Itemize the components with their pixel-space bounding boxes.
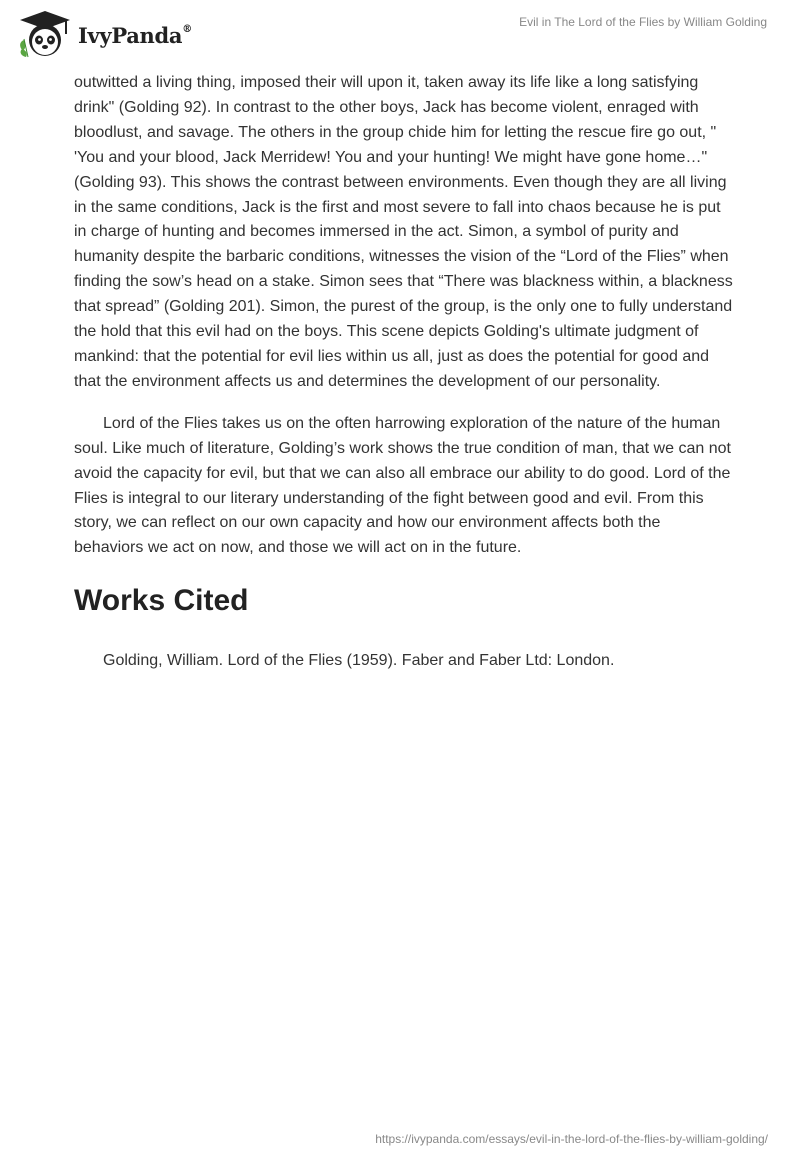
panda-graduation-cap-icon	[16, 9, 74, 59]
source-url[interactable]: https://ivypanda.com/essays/evil-in-the-lord-of-the-flies-by-william-golding/	[375, 1132, 768, 1146]
citation-entry: Golding, William. Lord of the Flies (1959). Faber and Faber Ltd: London.	[103, 652, 615, 670]
logo-wordmark: IvyPanda®	[78, 22, 192, 48]
body-paragraph: Lord of the Flies takes us on the often harrowing exploration of the nature of the human soul. Like much of literature, Golding’s work shows the true condition of man, that we can not avoid the capacity for evil, but that we can also all embrace our ability to do good. Lord of the Flies is integral to our literary understanding of the fight between good and evil. From this story, we can reflect on our own capacity and how our environment affects both the behaviors we act on now, and those we will act on in the future.	[74, 414, 731, 557]
ivypanda-logo[interactable]	[16, 9, 192, 59]
essay-content	[74, 71, 734, 673]
works-cited-heading: Works Cited	[74, 584, 249, 618]
body-paragraph: outwitted a living thing, imposed their will upon it, taken away its life like a long satisfying drink" (Golding 92). In contrast to the other boys, Jack has become violent, enraged with bloodlust, and savage. The others in the group chide him for letting the rescue fire go out, " 'You and your blood, Jack Merridew! You and your hunting! We might have gone home…" (Golding 93). This shows the contrast between environments. Even though they are all living in the same conditions, Jack is the first and most severe to fall into chaos because he is put in charge of hunting and becomes immersed in the act. Simon, a symbol of purity and humanity despite the barbaric conditions, witnesses the vision of the “Lord of the Flies” when finding the sow’s head on a stake. Simon sees that “There was blackness within, a blackness that spread” (Golding 201). Simon, the purest of the group, is the only one to fully understand the hold that this evil had on the boys. This scene depicts Golding's ultimate judgment of mankind: that the potential for evil lies within us all, just as does the potential for good and that the environment affects us and determines the development of our personality.	[74, 74, 733, 390]
document-title: Evil in The Lord of the Flies by William Golding	[519, 15, 767, 29]
page-header	[0, 0, 800, 70]
